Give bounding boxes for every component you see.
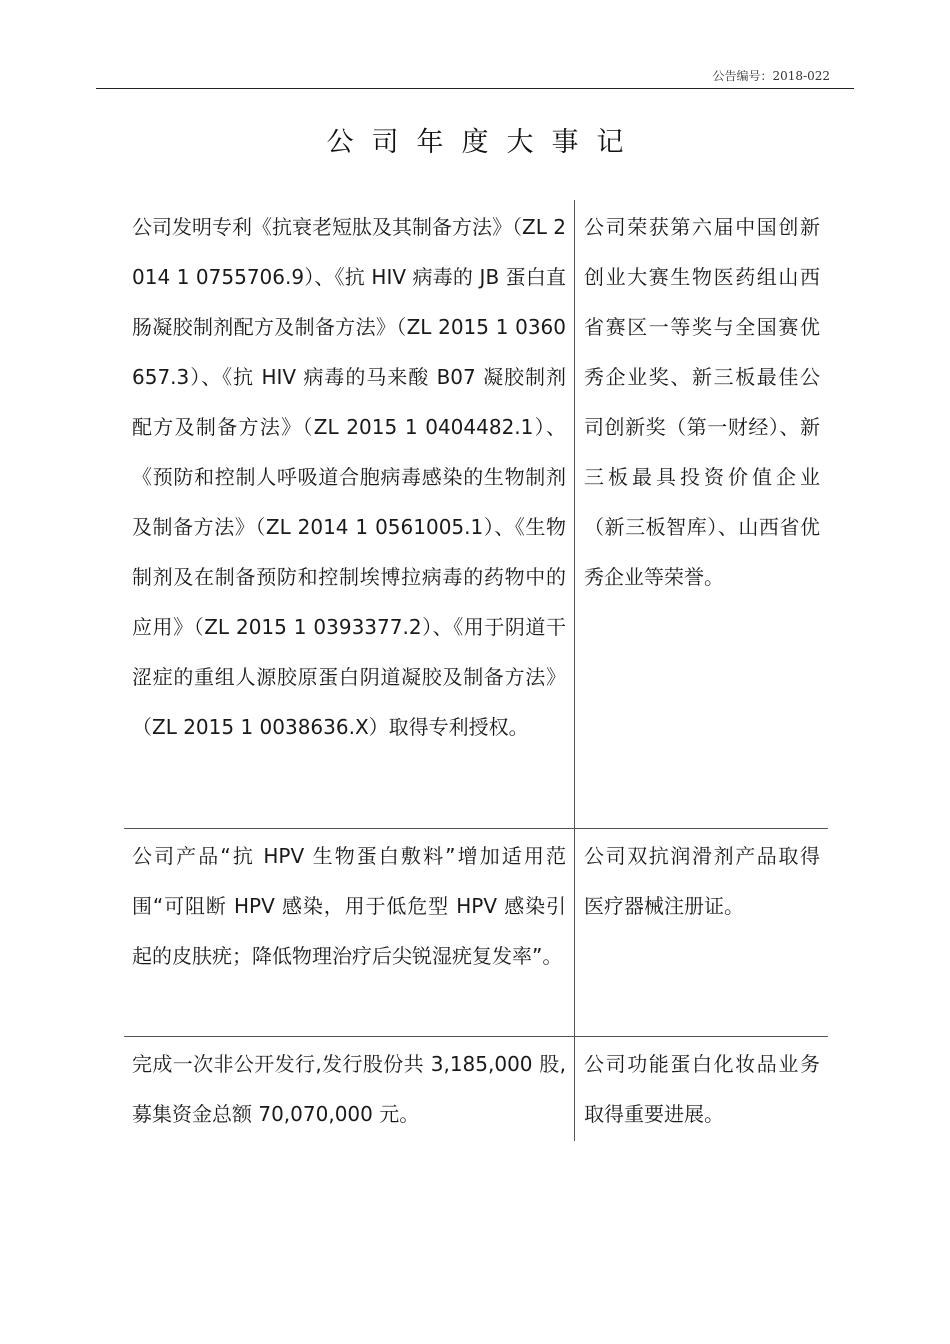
event-row: [124, 200, 828, 828]
notice-number: 公告编号：2018-022: [712, 69, 830, 83]
event-cell-left: 公司产品“抗 HPV 生物蛋白敷料”增加适用范围“可阻断 HPV 感染，用于低危型 HPV 感染引起的皮肤疣；降低物理治疗后尖锐湿疣复发率”。: [124, 829, 575, 1036]
event-row: [124, 828, 828, 1036]
event-cell-left: 完成一次非公开发行,发行股份共 3,185,000 股,募集资金总额 70,070,000 元。: [124, 1037, 575, 1141]
event-cell-right: 公司荣获第六届中国创新创业大赛生物医药组山西省赛区一等奖与全国赛优秀企业奖、新三板最佳公司创新奖（第一财经）、新三板最具投资价值企业（新三板智库）、山西省优秀企业等荣誉。: [584, 215, 820, 589]
event-cell-right: 公司功能蛋白化妆品业务取得重要进展。: [584, 1052, 820, 1126]
events-table: [124, 200, 828, 1141]
header-divider: [96, 88, 854, 89]
event-cell-right: 公司双抗润滑剂产品取得医疗器械注册证。: [584, 844, 820, 918]
page-title: 公司年度大事记: [326, 127, 642, 158]
event-row: [124, 1036, 828, 1141]
event-cell-left: 公司发明专利《抗衰老短肽及其制备方法》（ZL 2014 1 0755706.9）、《抗 HIV 病毒的 JB 蛋白直肠凝胶制剂配方及制备方法》（ZL 2015 1 0360657.3）、《抗 HIV 病毒的马来酸 B07 凝胶制剂配方及制备方法》（ZL 2015 1 0404482.1）、《预防和控制人呼吸道合胞病毒感染的生物制剂及制备方法》（ZL 2014 1 0561005.1）、《生物制剂及在制备预防和控制埃博拉病毒的药物中的应用》（ZL 2015 1 0393377.2）、《用于阴道干涩症的重组人源胶原蛋白阴道凝胶及制备方法》（ZL 2015 1 0038636.X）取得专利授权。: [124, 200, 575, 828]
